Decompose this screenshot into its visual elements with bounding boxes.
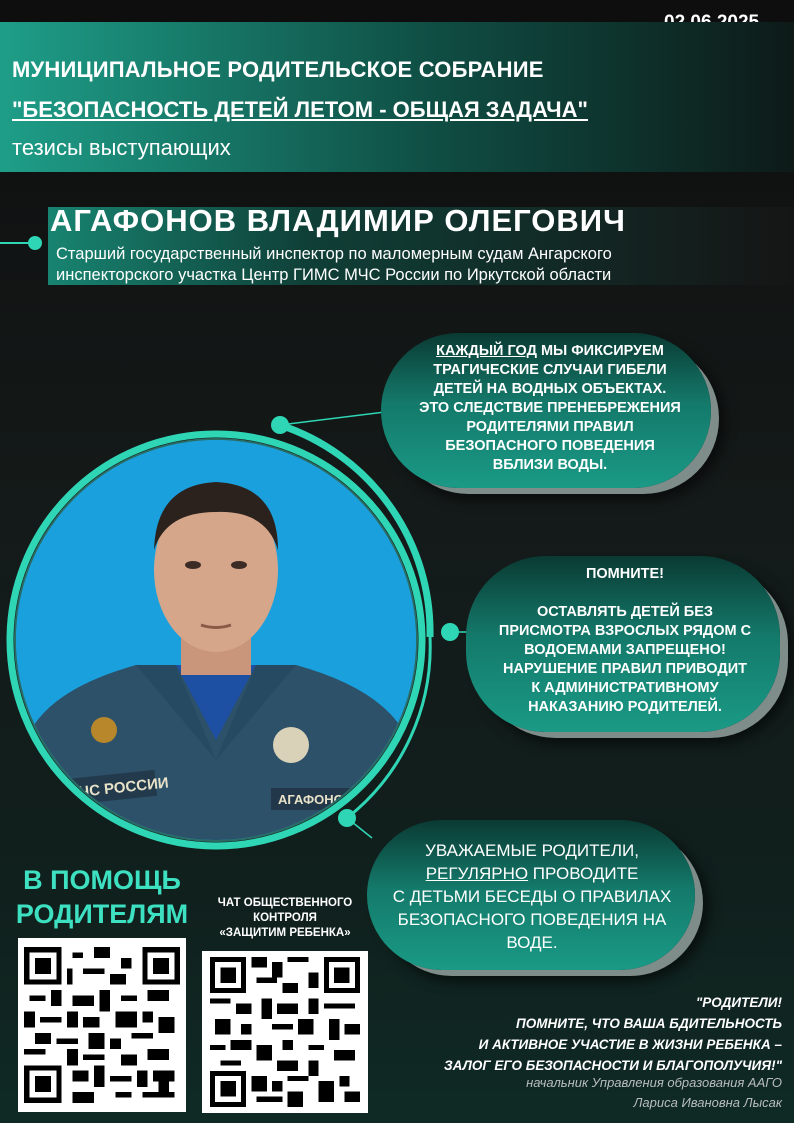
speaker-name: АГАФОНОВ ВЛАДИМИР ОЛЕГОВИЧ [50, 203, 626, 238]
qr-code-image [208, 957, 362, 1107]
chat-label [210, 896, 360, 941]
quote-author-position: начальник Управления образования ААГО [526, 1075, 782, 1090]
help-heading-line: РОДИТЕЛЯМ [15, 899, 189, 929]
thesis-line: ВБЛИЗИ ВОДЫ. [492, 457, 608, 473]
arc-dot-3 [338, 809, 356, 827]
closing-quote [420, 992, 782, 1076]
thesis-line: К АДМИНИСТРАТИВНОМУ [531, 680, 719, 696]
quote-author-name: Лариса Ивановна Лысак [633, 1095, 782, 1110]
emphasis-text: КАЖДЫЙ ГОД [436, 343, 537, 359]
uniform-name-tag: АГАФОНОВ В. [278, 792, 370, 807]
arc-dot-1 [271, 416, 289, 434]
thesis-line: С ДЕТЬМИ БЕСЕДЫ О ПРАВИЛАХ [392, 887, 672, 906]
quote-line: И АКТИВНОЕ УЧАСТИЕ В ЖИЗНИ РЕБЕНКА – [478, 1037, 782, 1052]
event-title: МУНИЦИПАЛЬНОЕ РОДИТЕЛЬСКОЕ СОБРАНИЕ [12, 57, 544, 82]
thesis-bubble-2 [466, 556, 780, 732]
speaker-position-line: инспекторского участка Центр ГИМС МЧС России по Иркутской области [56, 266, 612, 284]
chat-label-line: КОНТРОЛЯ [253, 912, 317, 924]
thesis-text: МЫ ФИКСИРУЕМ [536, 343, 664, 359]
qr-code-parents[interactable] [18, 938, 186, 1112]
speaker-position-line: Старший государственный инспектор по маломерным судам Ангарского [56, 245, 612, 263]
chat-label-line: «ЗАЩИТИМ РЕБЕНКА» [219, 927, 351, 939]
thesis-line: БЕЗОПАСНОГО ПОВЕДЕНИЯ [445, 438, 655, 454]
chat-label-line: ЧАТ ОБЩЕСТВЕННОГО [217, 897, 353, 909]
thesis-line: УВАЖАЕМЫЕ РОДИТЕЛИ, [425, 841, 639, 860]
thesis-heading: ПОМНИТЕ! [585, 566, 665, 582]
thesis-line: ТРАГИЧЕСКИЕ СЛУЧАИ ГИБЕЛИ [433, 362, 667, 378]
help-heading [8, 863, 196, 931]
thesis-line: БЕЗОПАСНОГО ПОВЕДЕНИЯ НА [397, 910, 667, 929]
arc-dot-2 [441, 623, 459, 641]
thesis-line: ПРИСМОТРА ВЗРОСЛЫХ РЯДОМ С [498, 623, 752, 639]
thesis-line: ВОДОЕМАМИ ЗАПРЕЩЕНО! [524, 642, 726, 658]
thesis-bubble-1 [381, 333, 711, 488]
quote-line: ПОМНИТЕ, ЧТО ВАША БДИТЕЛЬНОСТЬ [516, 1016, 782, 1031]
event-caption: тезисы выступающих [12, 135, 231, 160]
qr-code-chat[interactable] [202, 951, 368, 1113]
quote-line: ЗАЛОГ ЕГО БЕЗОПАСНОСТИ И БЛАГОПОЛУЧИЯ!" [444, 1058, 782, 1073]
thesis-line: ОСТАВЛЯТЬ ДЕТЕЙ БЕЗ [537, 604, 713, 620]
event-subtitle: "БЕЗОПАСНОСТЬ ДЕТЕЙ ЛЕТОМ - ОБЩАЯ ЗАДАЧА" [12, 97, 588, 122]
speaker-photo [16, 440, 416, 840]
thesis-line: РОДИТЕЛЯМИ ПРАВИЛ [466, 419, 634, 435]
thesis-line: ЭТО СЛЕДСТВИЕ ПРЕНЕБРЕЖЕНИЯ [419, 400, 681, 416]
help-heading-line: В ПОМОЩЬ [23, 865, 181, 895]
thesis-line: НАРУШЕНИЕ ПРАВИЛ ПРИВОДИТ [503, 661, 747, 677]
thesis-text: ПРОВОДИТЕ [528, 864, 639, 883]
thesis-bubble-3 [367, 820, 695, 970]
quote-line: "РОДИТЕЛИ! [695, 995, 782, 1010]
thesis-line: НАКАЗАНИЮ РОДИТЕЛЕЙ. [528, 699, 722, 715]
thesis-line: ВОДЕ. [506, 933, 558, 952]
uniform-chevron-text: МЧС РОССИИ [65, 774, 170, 803]
qr-code-image [24, 944, 180, 1106]
quote-author [420, 1073, 782, 1113]
connector-line-1 [280, 412, 385, 425]
thesis-line: ДЕТЕЙ НА ВОДНЫХ ОБЪЕКТАХ. [433, 381, 667, 397]
emphasis-text: РЕГУЛЯРНО [425, 864, 529, 883]
